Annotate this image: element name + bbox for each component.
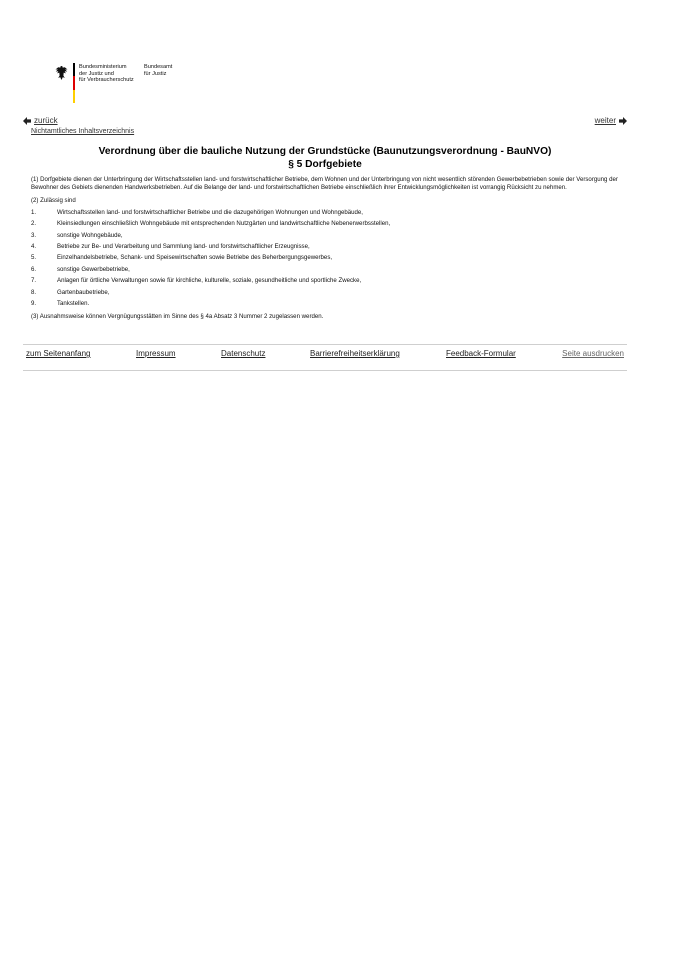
list-item-number: 6. xyxy=(31,265,37,273)
list-item-number: 9. xyxy=(31,299,37,307)
toc-link[interactable]: Nichtamtliches Inhaltsverzeichnis xyxy=(31,128,135,135)
list-item-number: 2. xyxy=(31,220,37,228)
arrow-right-icon[interactable] xyxy=(619,117,627,125)
flag-stripe xyxy=(73,63,75,103)
ministry-line: Bundesministerium xyxy=(79,64,127,70)
footer-link-impressum[interactable]: Impressum xyxy=(136,349,176,358)
list-item xyxy=(31,254,625,265)
footer-link-datenschutz[interactable]: Datenschutz xyxy=(221,349,266,358)
list-item-text: Kleinsiedlungen einschließlich Wohngebäude mit entsprechenden Nutzgärten und landwirtschaftliche Nebenerwerbsstellen, xyxy=(57,220,391,228)
ministry-name xyxy=(79,64,149,84)
list-item-number: 3. xyxy=(31,231,37,239)
list-item xyxy=(31,277,625,288)
list-item xyxy=(31,266,625,277)
list-item-text: sonstige Wohngebäude, xyxy=(57,231,123,239)
list-item-number: 5. xyxy=(31,254,37,262)
paragraph-1: (1) Dorfgebiete dienen der Unterbringung der Wirtschaftsstellen land- und forstwirtschaftlicher Betriebe, dem Wohnen und der Unterbringung von nicht wesentlich störenden Gewerbebetrieben sowie der Versorgung der Bewohner des Gebiets dienenden Handwerksbetrieben. Auf die Belange der land- und forstwirtschaftlichen Betriebe einschließlich ihrer Entwicklungsmöglichkeiten ist vorrangig Rücksicht zu nehmen. xyxy=(31,176,618,191)
page-title: Verordnung über die bauliche Nutzung der Grundstücke (Baunutzungsverordnung - BauNVO) xyxy=(98,146,552,157)
list-item xyxy=(31,232,625,243)
list-item-number: 4. xyxy=(31,242,37,250)
office-line: für Justiz xyxy=(144,70,167,77)
list-item-text: Tankstellen. xyxy=(57,299,90,307)
office-name xyxy=(144,64,194,77)
back-link[interactable]: zurück xyxy=(34,116,58,125)
list-item xyxy=(31,243,625,254)
list-item-number: 7. xyxy=(31,277,37,285)
forward-nav xyxy=(595,116,627,125)
list-item xyxy=(31,209,625,220)
forward-link[interactable]: weiter xyxy=(594,116,616,125)
ministry-line: der Justiz und xyxy=(79,70,114,77)
paragraph-3: (3) Ausnahmsweise können Vergnügungsstätten im Sinne des § 4a Absatz 3 Nummer 2 zugelassen werden. xyxy=(31,313,324,321)
office-line: Bundesamt xyxy=(144,64,173,70)
section-title: § 5 Dorfgebiete xyxy=(288,159,362,170)
list-item-number: 8. xyxy=(31,288,37,296)
ministry-line: für Verbraucherschutz xyxy=(79,77,134,84)
list-item-text: sonstige Gewerbebetriebe, xyxy=(57,265,130,273)
list-item-text: Gartenbaubetriebe, xyxy=(57,288,110,296)
list-item xyxy=(31,300,625,311)
paragraph-2-intro: (2) Zulässig sind xyxy=(31,197,76,205)
list-item-text: Einzelhandelsbetriebe, Schank- und Speisewirtschaften sowie Betriebe des Beherbergungsgewerbes, xyxy=(57,254,333,262)
back-nav xyxy=(23,116,58,125)
footer-link-top[interactable]: zum Seitenanfang xyxy=(26,349,91,358)
permitted-uses-list xyxy=(31,209,625,312)
footer-nav xyxy=(23,344,627,371)
list-item-text: Wirtschaftsstellen land- und forstwirtschaftlicher Betriebe und die dazugehörigen Wohnungen und Wohngebäude, xyxy=(57,208,364,216)
list-item-text: Anlagen für örtliche Verwaltungen sowie für kirchliche, kulturelle, soziale, gesundheitliche und sportliche Zwecke, xyxy=(57,277,362,285)
page-navigation xyxy=(23,116,627,128)
document-body xyxy=(31,176,625,321)
list-item xyxy=(31,289,625,300)
list-item-number: 1. xyxy=(31,208,37,216)
document-title-block xyxy=(23,145,627,171)
print-page-link[interactable]: Seite ausdrucken xyxy=(562,349,624,358)
federal-eagle-icon xyxy=(55,65,68,81)
arrow-left-icon[interactable] xyxy=(23,117,31,125)
footer-link-feedback[interactable]: Feedback-Formular xyxy=(446,349,516,358)
flag-gold-stripe xyxy=(73,90,75,103)
flag-red-stripe xyxy=(73,76,75,89)
list-item-text: Betriebe zur Be- und Verarbeitung und Sammlung land- und forstwirtschaftlicher Erzeugnisse, xyxy=(57,242,310,250)
footer-link-accessibility[interactable]: Barrierefreiheitserklärung xyxy=(310,349,400,358)
flag-black-stripe xyxy=(73,63,75,76)
list-item xyxy=(31,220,625,231)
